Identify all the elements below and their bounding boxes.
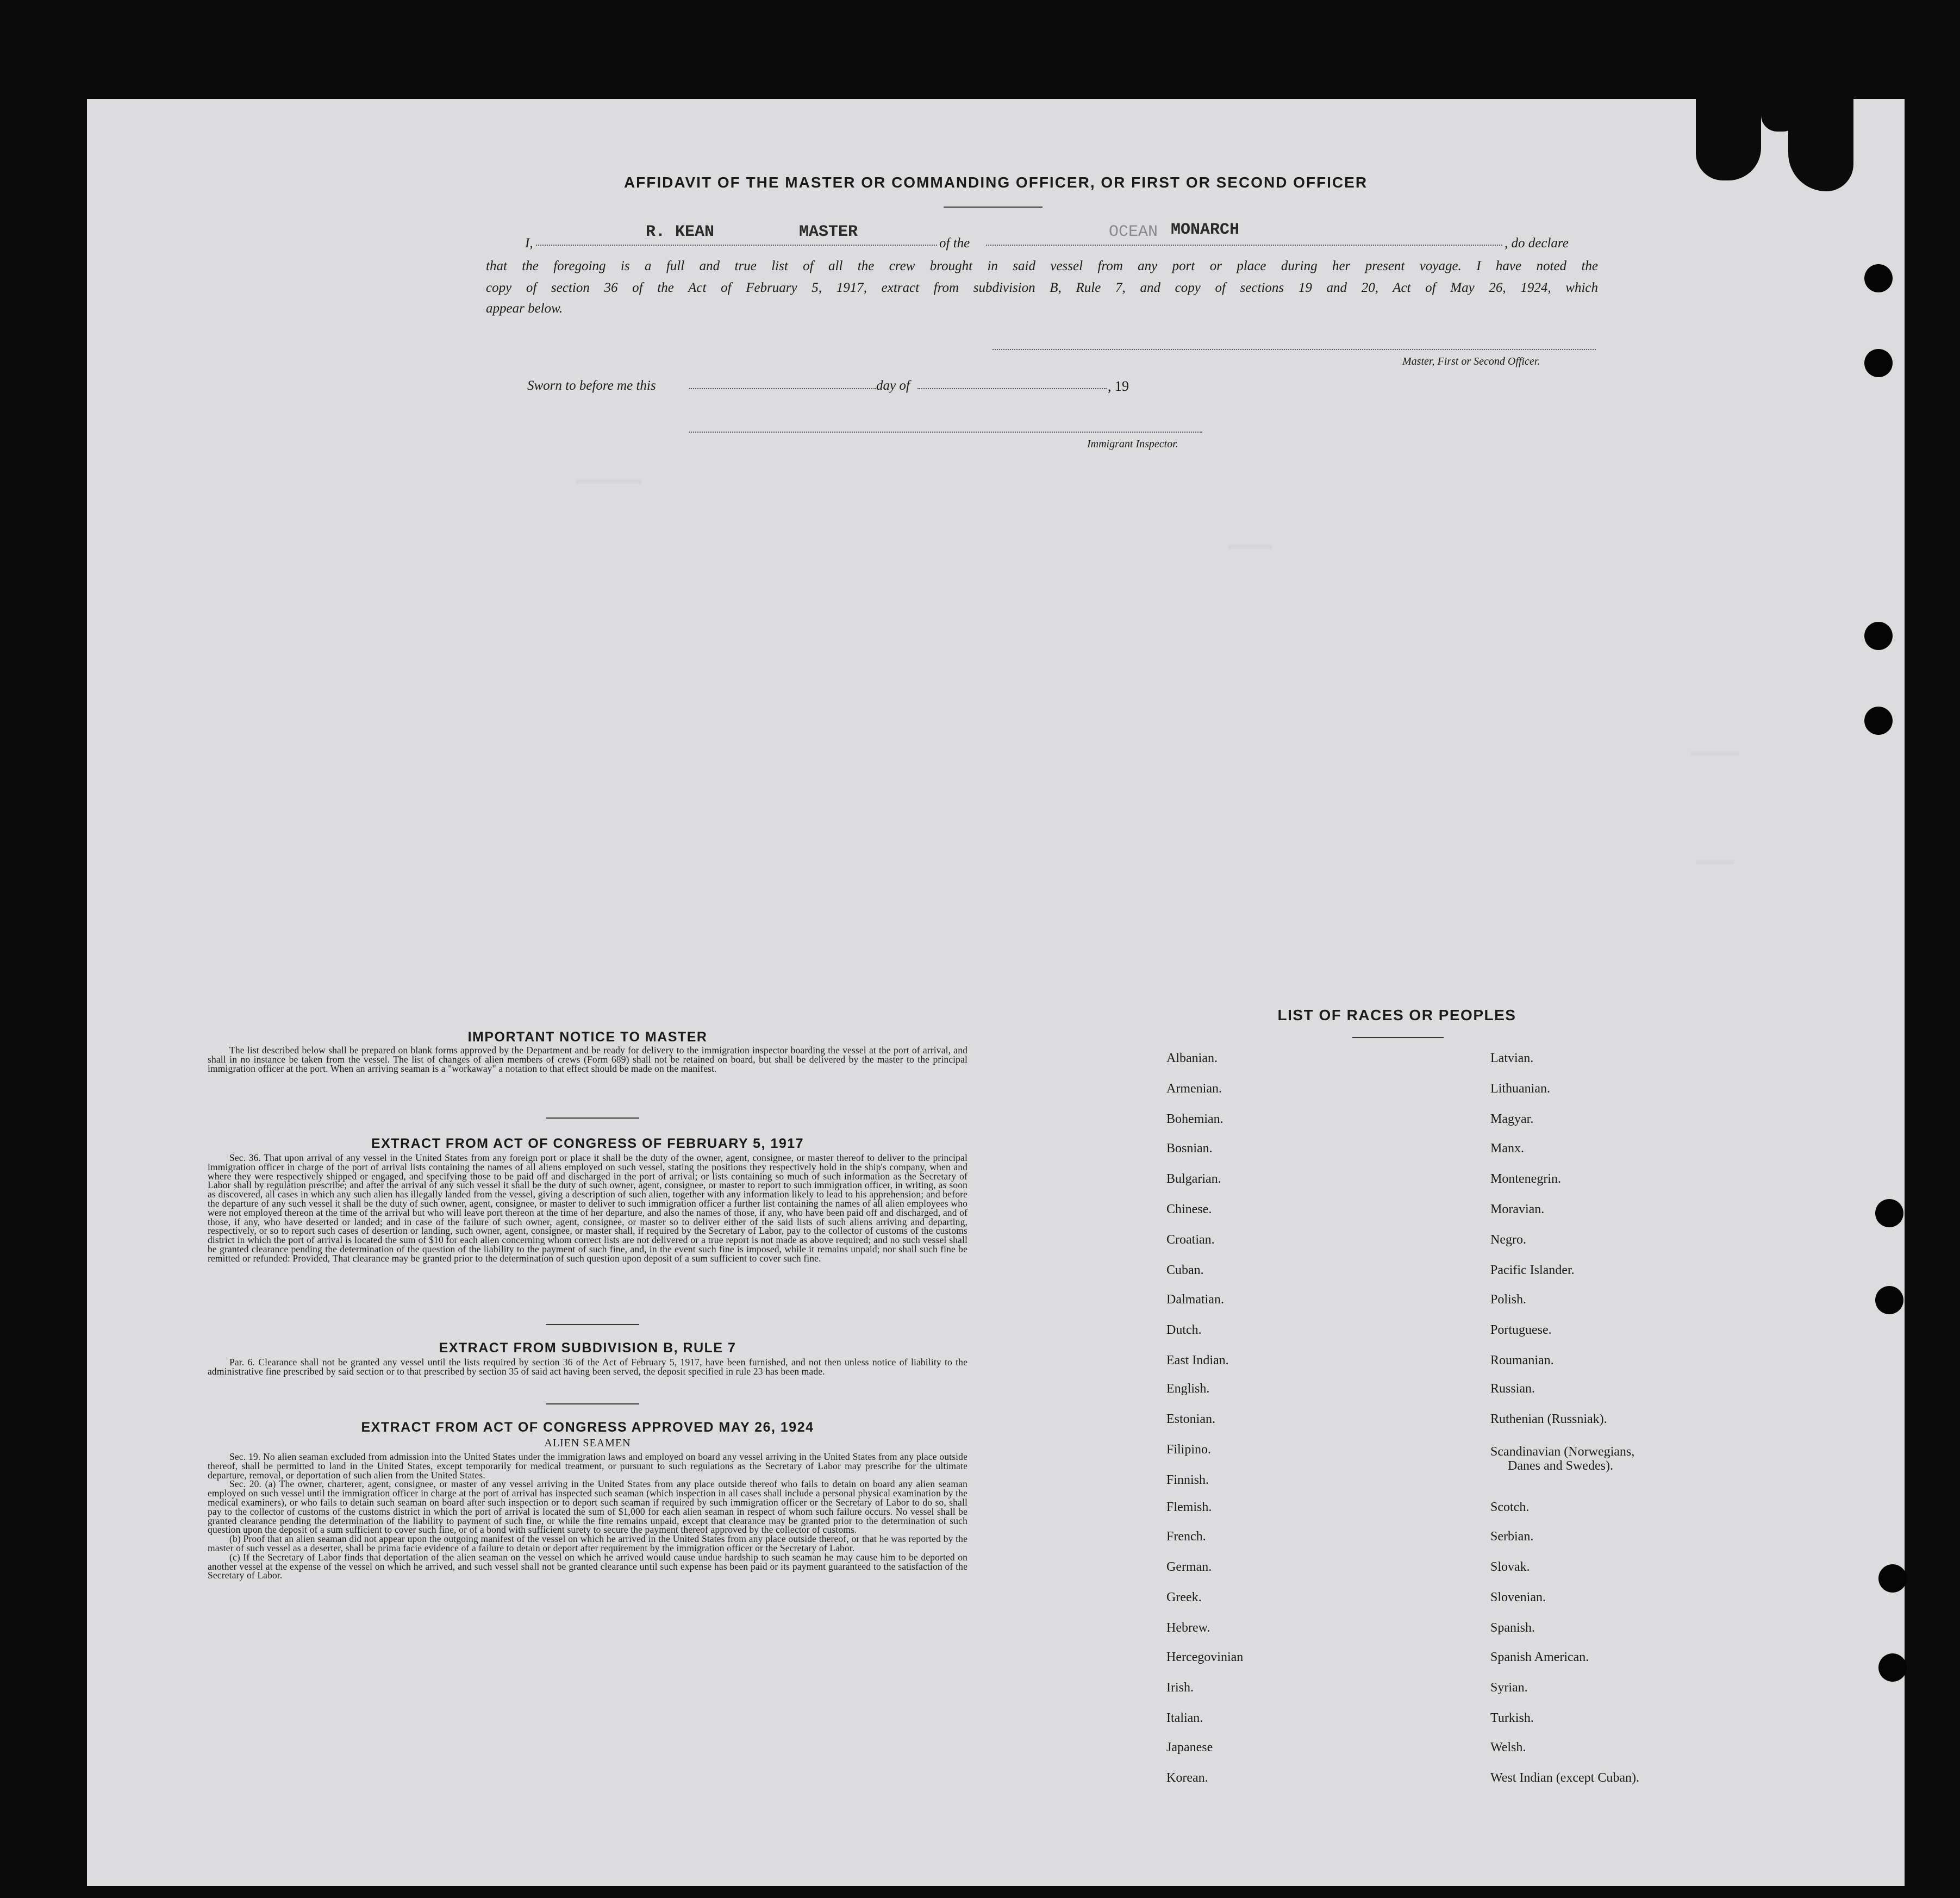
race-item: Korean. [1166, 1771, 1208, 1785]
race-item: Lithuanian. [1490, 1082, 1550, 1096]
punch-hole [1864, 622, 1893, 650]
extract-1924-text [208, 1452, 967, 1580]
race-item: East Indian. [1166, 1353, 1229, 1368]
race-item: Montenegrin. [1490, 1172, 1561, 1186]
statement-line: appear below. [486, 301, 563, 316]
race-item: Hercegovinian [1166, 1650, 1244, 1664]
notice-text [208, 1046, 967, 1073]
punch-hole [1875, 1286, 1903, 1314]
punch-hole [1875, 1199, 1903, 1227]
race-item: West Indian (except Cuban). [1490, 1771, 1639, 1785]
race-item: Syrian. [1490, 1681, 1528, 1695]
race-item: Albanian. [1166, 1051, 1218, 1065]
race-item: Slovenian. [1490, 1590, 1546, 1604]
do-declare-label: , do declare [1505, 236, 1569, 251]
race-item: Finnish. [1166, 1473, 1209, 1487]
i-label: I, [525, 236, 533, 251]
race-item: Portuguese. [1490, 1323, 1552, 1337]
race-item: Croatian. [1166, 1233, 1215, 1247]
race-item: Spanish American. [1490, 1650, 1589, 1664]
race-item: Scandinavian (Norwegians, [1490, 1445, 1635, 1459]
punch-hole [1864, 264, 1893, 292]
punch-hole [1878, 1653, 1907, 1682]
race-item: Pacific Islander. [1490, 1263, 1575, 1277]
race-item: Scotch. [1490, 1500, 1530, 1514]
master-rank: MASTER [799, 223, 858, 241]
race-item: Slovak. [1490, 1560, 1530, 1574]
race-item: Hebrew. [1166, 1621, 1210, 1635]
vessel-name-part1: OCEAN [1109, 223, 1158, 241]
vessel-name-part2: MONARCH [1171, 221, 1240, 239]
extract-1917-title: EXTRACT FROM ACT OF CONGRESS OF FEBRUARY 5, 1917 [371, 1136, 804, 1151]
race-item: Cuban. [1166, 1263, 1204, 1277]
document-page [87, 99, 1905, 1886]
statement-line: copy of section 36 of the Act of February 5, 1917, extract from subdivision B, Rule 7, and copy of sections 19 and 20, Act of May 26, 1924, which [486, 280, 1598, 295]
race-item: Turkish. [1490, 1711, 1534, 1725]
sec-19-paragraph: Sec. 19. No alien seaman excluded from admission into the United States under the immigration laws and employed on board any vessel arriving in the United States from any place outside thereof, shall be permitted to land in the United States, except temporarily for medical treatment, or pursuant to such regulations as the Secretary of Labor may prescribe for the ultimate departure, removal, or deportation of such alien from the United States. [208, 1451, 967, 1481]
race-item: Russian. [1490, 1382, 1535, 1396]
race-item: Bosnian. [1166, 1141, 1213, 1156]
master-signature-line [993, 349, 1596, 350]
sec-20a-paragraph: Sec. 20. (a) The owner, charterer, agent, consignee, or master of any vessel arriving in the United States from any place outside thereof who fails to detain on board any alien seaman employed on such vessel until the immigration officer in charge at the port of arrival has inspected such seaman (which inspection in all cases shall include a personal physical examination by the medical examiners), or who fails to detain such seaman on board after such inspection or to deport such seaman if required by such immigration officer or the Secretary of Labor to do so, shall pay to the collector of customs of the customs district in which the port of arrival is located the sum of $1,000 for each alien seaman in respect of whom such failure occurs. No vessel shall be granted clearance pending the determination of the liability to payment of such fine, or while the fine remains unpaid, except that clearance may be granted prior to the determination of such question upon the deposit of a sum sufficient to cover such fine, or of a bond with sufficient surety to secure the payment thereof approved by the collector of customs. [208, 1478, 967, 1535]
sworn-label: Sworn to before me this [527, 378, 656, 393]
extract-rule7-text [208, 1358, 967, 1376]
race-item: Magyar. [1490, 1112, 1534, 1126]
race-item: Flemish. [1166, 1500, 1212, 1514]
sec-20b-paragraph: (b) Proof that an alien seaman did not appear upon the outgoing manifest of the vessel on which he arrived in the United States from any place outside thereof, or that he was reported by the master of such vessel as a deserter, shall be prima facie evidence of a failure to detain or deport after requirement by the immigration officer or the Secretary of Labor. [208, 1533, 967, 1553]
race-item: Filipino. [1166, 1443, 1212, 1457]
race-item: Latvian. [1490, 1051, 1534, 1065]
sworn-month-line [917, 388, 1107, 389]
extract-1917-paragraph: Sec. 36. That upon arrival of any vessel in the United States from any foreign port or place it shall be the duty of the owner, agent, consignee, or master thereof to deliver to the principal immigration officer in charge of the port of arrival lists containing the names of all aliens employed on such vessel, stating the positions they respectively hold in the ship's company, when and where they were respectively shipped or engaged, and specifying those to be paid off and discharged in the port of arrival; or lists containing so much of such information as the Secretary of Labor shall by regulation prescribe; and after the arrival of any such vessel it shall be the duty of such owner, agent, consignee, or master to report to such immigration officer, in writing, as soon as discovered, all cases in which any such alien has illegally landed from the vessel, giving a description of such alien, together with any information likely to lead to his apprehension; and before the departure of any such vessel it shall be the duty of such owner, agent, consignee, or master to deliver to such immigration officer a further list containing the names of all alien employees who were not employed thereon at the time of the arrival but who will leave port thereon at the time of her departure, and also the names of those, if any, who have been paid off and discharged, and of those, if any, who have deserted or landed; and in case of the failure of such owner, agent, consignee, or master so to deliver either of the said lists of such aliens arriving and departing, respectively, or so to report such cases of desertion or landing, such owner, agent, consignee, or master shall, if required by the Secretary of Labor, pay to the collector of customs of the customs district in which the port of arrival is located the sum of $10 for each alien concerning whom correct lists are not delivered or a true report is not made as above required; and no such vessel shall be granted clearance pending the determination of the question of the liability to the payment of such fine, and, in the event such fine is imposed, while it remains unpaid; nor shall such fine be remitted or refunded: Provided, That clearance may be granted prior to the determination of such question upon deposit of a sum sufficient to cover such fine. [208, 1152, 967, 1264]
race-item: Ruthenian (Russniak). [1490, 1412, 1607, 1426]
punch-hole [1878, 1564, 1907, 1593]
race-item: Dutch. [1166, 1323, 1202, 1337]
extract-1917-text [208, 1153, 967, 1263]
race-item: Armenian. [1166, 1082, 1222, 1096]
day-of-label: day of [876, 378, 910, 393]
torn-edge [1696, 99, 1761, 180]
inspector-signature-line [689, 432, 1202, 433]
divider [546, 1117, 639, 1119]
races-title: LIST OF RACES OR PEOPLES [1277, 1007, 1516, 1023]
divider [546, 1324, 639, 1325]
race-item: French. [1166, 1529, 1206, 1544]
race-item: Spanish. [1490, 1621, 1535, 1635]
notice-paragraph: The list described below shall be prepared on blank forms approved by the Department and be ready for delivery to the immigration inspector boarding the vessel at the port of arrival, and shall in no instance be taken from the vessel. The list of changes of alien members of crews (Form 689) shall not be retained on board, but shall be delivered by the master to the principal immigration officer at the port. When an arriving seaman is a "workaway" a notation to that effect should be made on the manifest. [208, 1045, 967, 1074]
extract-1924-subtitle: ALIEN SEAMEN [544, 1437, 631, 1449]
inspector-label: Immigrant Inspector. [1087, 438, 1178, 450]
divider [1352, 1037, 1444, 1038]
vessel-field-line [986, 245, 1502, 246]
race-item: Bohemian. [1166, 1112, 1224, 1126]
divider [546, 1403, 639, 1404]
statement-line: that the foregoing is a full and true list of all the crew brought in said vessel from any port or place during her present voyage. I have noted the [486, 259, 1598, 273]
extract-1924-title: EXTRACT FROM ACT OF CONGRESS APPROVED MAY 26, 1924 [361, 1420, 814, 1435]
race-item: Irish. [1166, 1681, 1194, 1695]
master-signature-label: Master, First or Second Officer. [1402, 355, 1540, 367]
race-item: Dalmatian. [1166, 1293, 1224, 1307]
race-item: Manx. [1490, 1141, 1524, 1156]
race-item: Japanese [1166, 1740, 1213, 1755]
sec-20c-paragraph: (c) If the Secretary of Labor finds that deportation of the alien seaman on the vessel on which he arrived would cause undue hardship to such seaman he may cause him to be deported on another vessel at the expense of the vessel on which he arrived, and such vessel shall not be granted clearance until such expense has been paid or its payment guaranteed to the satisfaction of the Secretary of Labor. [208, 1551, 967, 1581]
master-name: R. KEAN [646, 223, 715, 241]
race-item: Moravian. [1490, 1202, 1545, 1216]
race-item: Bulgarian. [1166, 1172, 1221, 1186]
of-the-label: of the [939, 236, 970, 251]
race-item: Greek. [1166, 1590, 1202, 1604]
name-field-line [536, 245, 937, 246]
punch-hole [1864, 707, 1893, 735]
bleed-through-text [576, 479, 1826, 1023]
sworn-day-line [689, 388, 876, 389]
year-prefix: , 19 [1108, 378, 1129, 394]
race-item: Welsh. [1490, 1740, 1526, 1755]
race-item: Polish. [1490, 1293, 1527, 1307]
race-item: Chinese. [1166, 1202, 1212, 1216]
notice-title: IMPORTANT NOTICE TO MASTER [467, 1029, 708, 1045]
divider [944, 207, 1043, 208]
race-item: Estonian. [1166, 1412, 1215, 1426]
punch-hole [1864, 349, 1893, 377]
race-item: Roumanian. [1490, 1353, 1554, 1368]
extract-rule7-paragraph: Par. 6. Clearance shall not be granted any vessel until the lists required by section 36 of the Act of February 5, 1917, have been furnished, and not then unless notice of liability to the administrative fine prescribed by said section or to that prescribed by section 35 of said act having been served, the deposit specified in rule 23 has been made. [208, 1357, 967, 1377]
race-item: English. [1166, 1382, 1210, 1396]
race-item: Italian. [1166, 1711, 1203, 1725]
race-item: Negro. [1490, 1233, 1526, 1247]
race-item: German. [1166, 1560, 1212, 1574]
extract-rule7-title: EXTRACT FROM SUBDIVISION B, RULE 7 [439, 1340, 736, 1356]
race-item: Serbian. [1490, 1529, 1534, 1544]
race-item: Danes and Swedes). [1508, 1459, 1613, 1473]
affidavit-title: AFFIDAVIT OF THE MASTER OR COMMANDING OFFICER, OR FIRST OR SECOND OFFICER [623, 174, 1368, 191]
